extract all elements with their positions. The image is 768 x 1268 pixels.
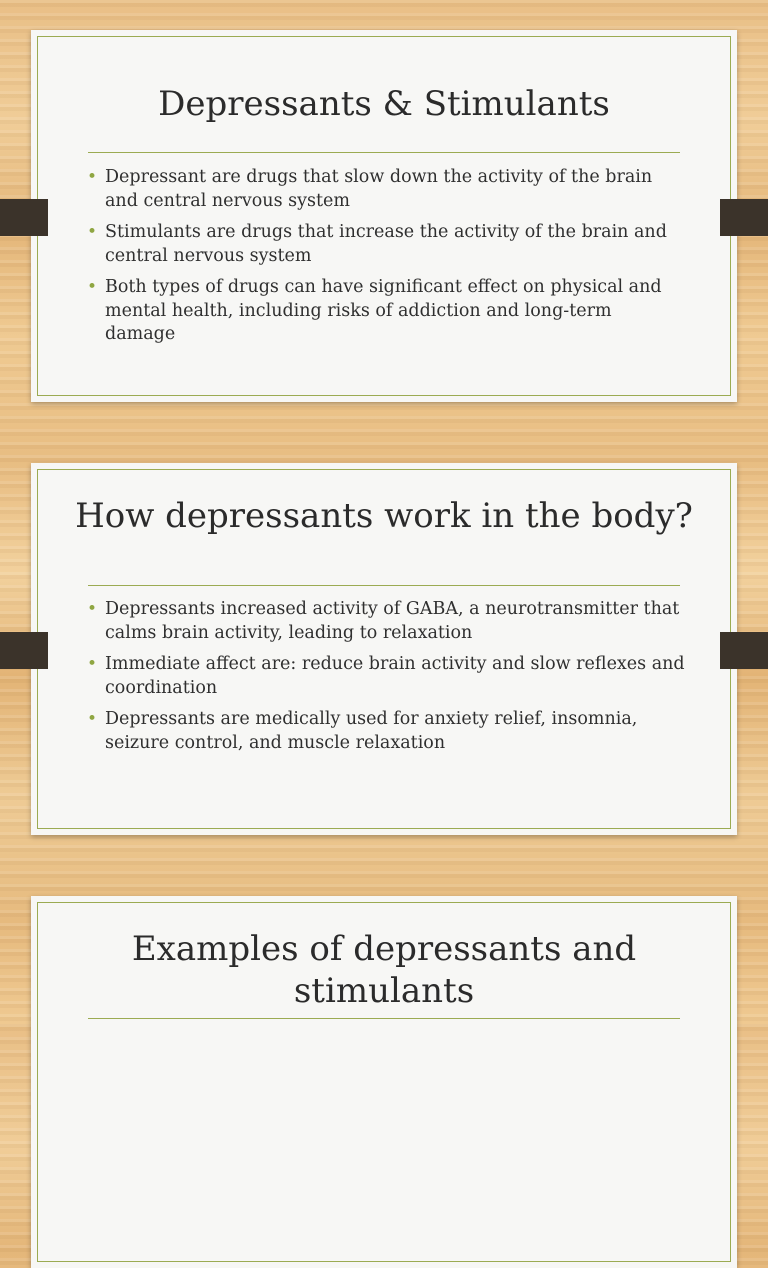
bullet-item (87, 653, 687, 700)
bullet-item (87, 221, 687, 268)
slide-title: Depressants & Stimulants (158, 84, 610, 124)
bullet-list (87, 598, 687, 763)
bullet-item (87, 598, 687, 645)
title-divider (88, 152, 680, 153)
binder-tab-right (720, 199, 768, 236)
bullet-icon: • (87, 167, 98, 187)
binder-tab-right (720, 632, 768, 669)
bullet-item (87, 276, 687, 347)
binder-tab-left (0, 199, 48, 236)
bullet-text: Depressants increased activity of GABA, a neurotransmitter that calms brain activity, leading to relaxation (105, 599, 680, 643)
slide-3 (31, 896, 737, 1268)
bullet-item (87, 166, 687, 213)
title-divider (88, 1018, 680, 1019)
slide-1 (31, 30, 737, 402)
bullet-icon: • (87, 654, 98, 674)
bullet-text: Immediate affect are: reduce brain activity and slow reflexes and coordination (105, 654, 685, 698)
bullet-text: Depressants are medically used for anxiety relief, insomnia, seizure control, and muscle relaxation (105, 709, 638, 753)
bullet-text: Both types of drugs can have significant effect on physical and mental health, including risks of addiction and long-term damage (105, 277, 662, 344)
bullet-text: Depressant are drugs that slow down the activity of the brain and central nervous system (105, 167, 653, 211)
slide-title: Examples of depressants and stimulants (131, 929, 637, 1011)
bullet-icon: • (87, 222, 98, 242)
title-divider (88, 585, 680, 586)
bullet-list (87, 166, 687, 355)
bullet-icon: • (87, 277, 98, 297)
bullet-icon: • (87, 599, 98, 619)
slide-2 (31, 463, 737, 835)
bullet-item (87, 708, 687, 755)
bullet-text: Stimulants are drugs that increase the activity of the brain and central nervous system (105, 222, 667, 266)
bullet-icon: • (87, 709, 98, 729)
slide-title: How depressants work in the body? (75, 496, 693, 536)
binder-tab-left (0, 632, 48, 669)
